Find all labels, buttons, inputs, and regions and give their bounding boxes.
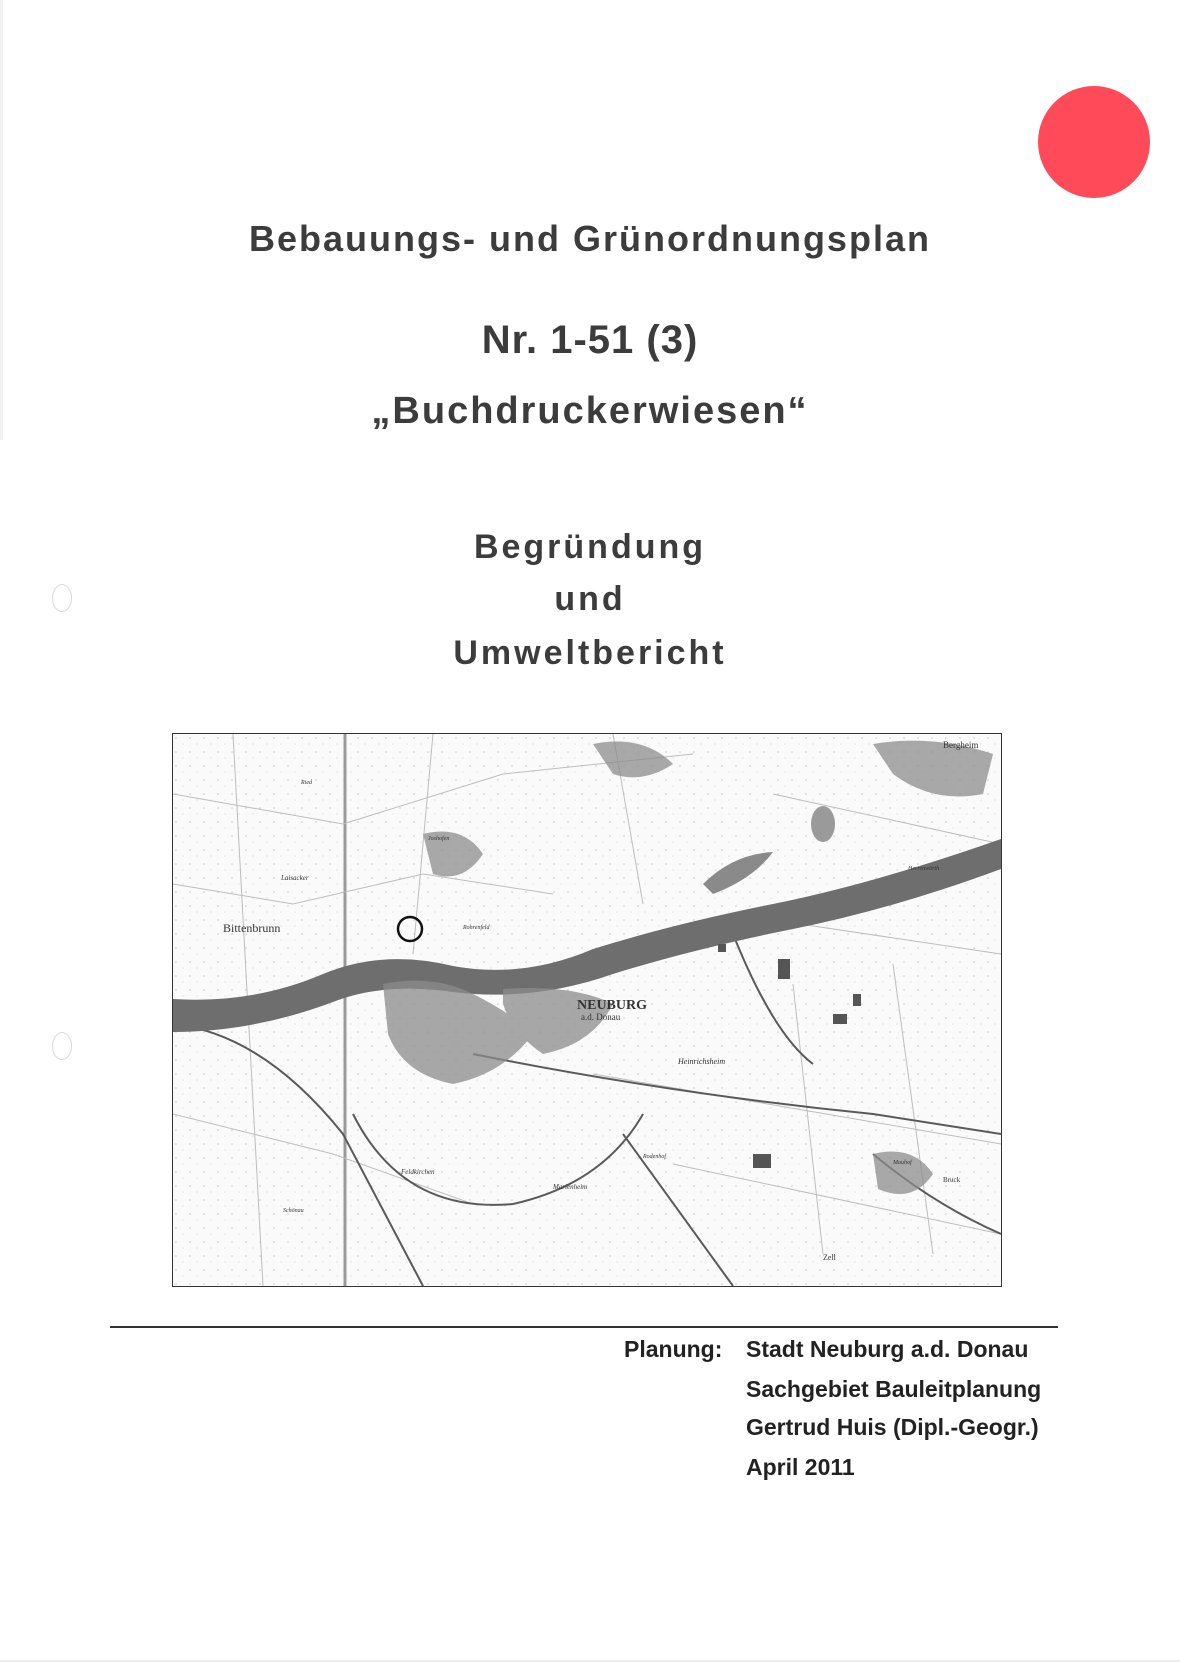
plan-number: Nr. 1-51 (3) <box>481 318 699 362</box>
map-label-marienheim: Marienheim <box>553 1183 588 1191</box>
map-label-bergheim: Bergheim <box>943 740 979 750</box>
map-label-rohrenfeld: Rohrenfeld <box>463 925 490 931</box>
red-dot-sticker <box>1038 86 1150 198</box>
map-label-joshofen: Joshofen <box>428 836 450 842</box>
planning-line-2: Sachgebiet Bauleitplanung <box>746 1376 1042 1402</box>
map-label-neuburg-sub: a.d. Donau <box>581 1012 621 1022</box>
punch-hole-bottom <box>52 1032 72 1060</box>
scan-bottom-edge <box>0 1660 1180 1662</box>
map-label-ried: Ried <box>301 780 312 786</box>
map-label-laisacker: Laisacker <box>281 874 309 882</box>
document-title: Bebauungs- und Grünordnungsplan <box>249 218 931 259</box>
map-label-schonau: Schönau <box>283 1208 304 1214</box>
map-label-rodenhof: Rodenhof <box>643 1154 666 1160</box>
map-label-herrenwoerth: Herrenwörth <box>908 866 940 872</box>
plan-name: „Buchdruckerwiesen“ <box>371 390 809 432</box>
map-label-mauhof: Mauhof <box>893 1160 912 1166</box>
location-map <box>172 733 1002 1287</box>
map-label-bruck: Bruck <box>943 1176 961 1184</box>
map-label-heinrichsheim: Heinrichsheim <box>678 1057 726 1066</box>
map-label-zell: Zell <box>823 1253 836 1262</box>
planning-line-3: Gertrud Huis (Dipl.-Geogr.) <box>746 1414 1039 1440</box>
planning-line-1: Stadt Neuburg a.d. Donau <box>746 1336 1029 1362</box>
map-label-feldkirchen: Feldkirchen <box>401 1168 435 1176</box>
subtitle-begruendung: Begründung <box>473 528 707 566</box>
planning-date: April 2011 <box>746 1454 855 1480</box>
map-label-neuburg: NEUBURG <box>577 998 648 1013</box>
planning-label: Planung: <box>624 1336 723 1362</box>
footer-divider <box>110 1326 1058 1328</box>
map-label-bittenbrunn: Bittenbrunn <box>223 921 281 935</box>
subtitle-und: und <box>554 580 626 618</box>
subtitle-umweltbericht: Umweltbericht <box>453 634 727 672</box>
